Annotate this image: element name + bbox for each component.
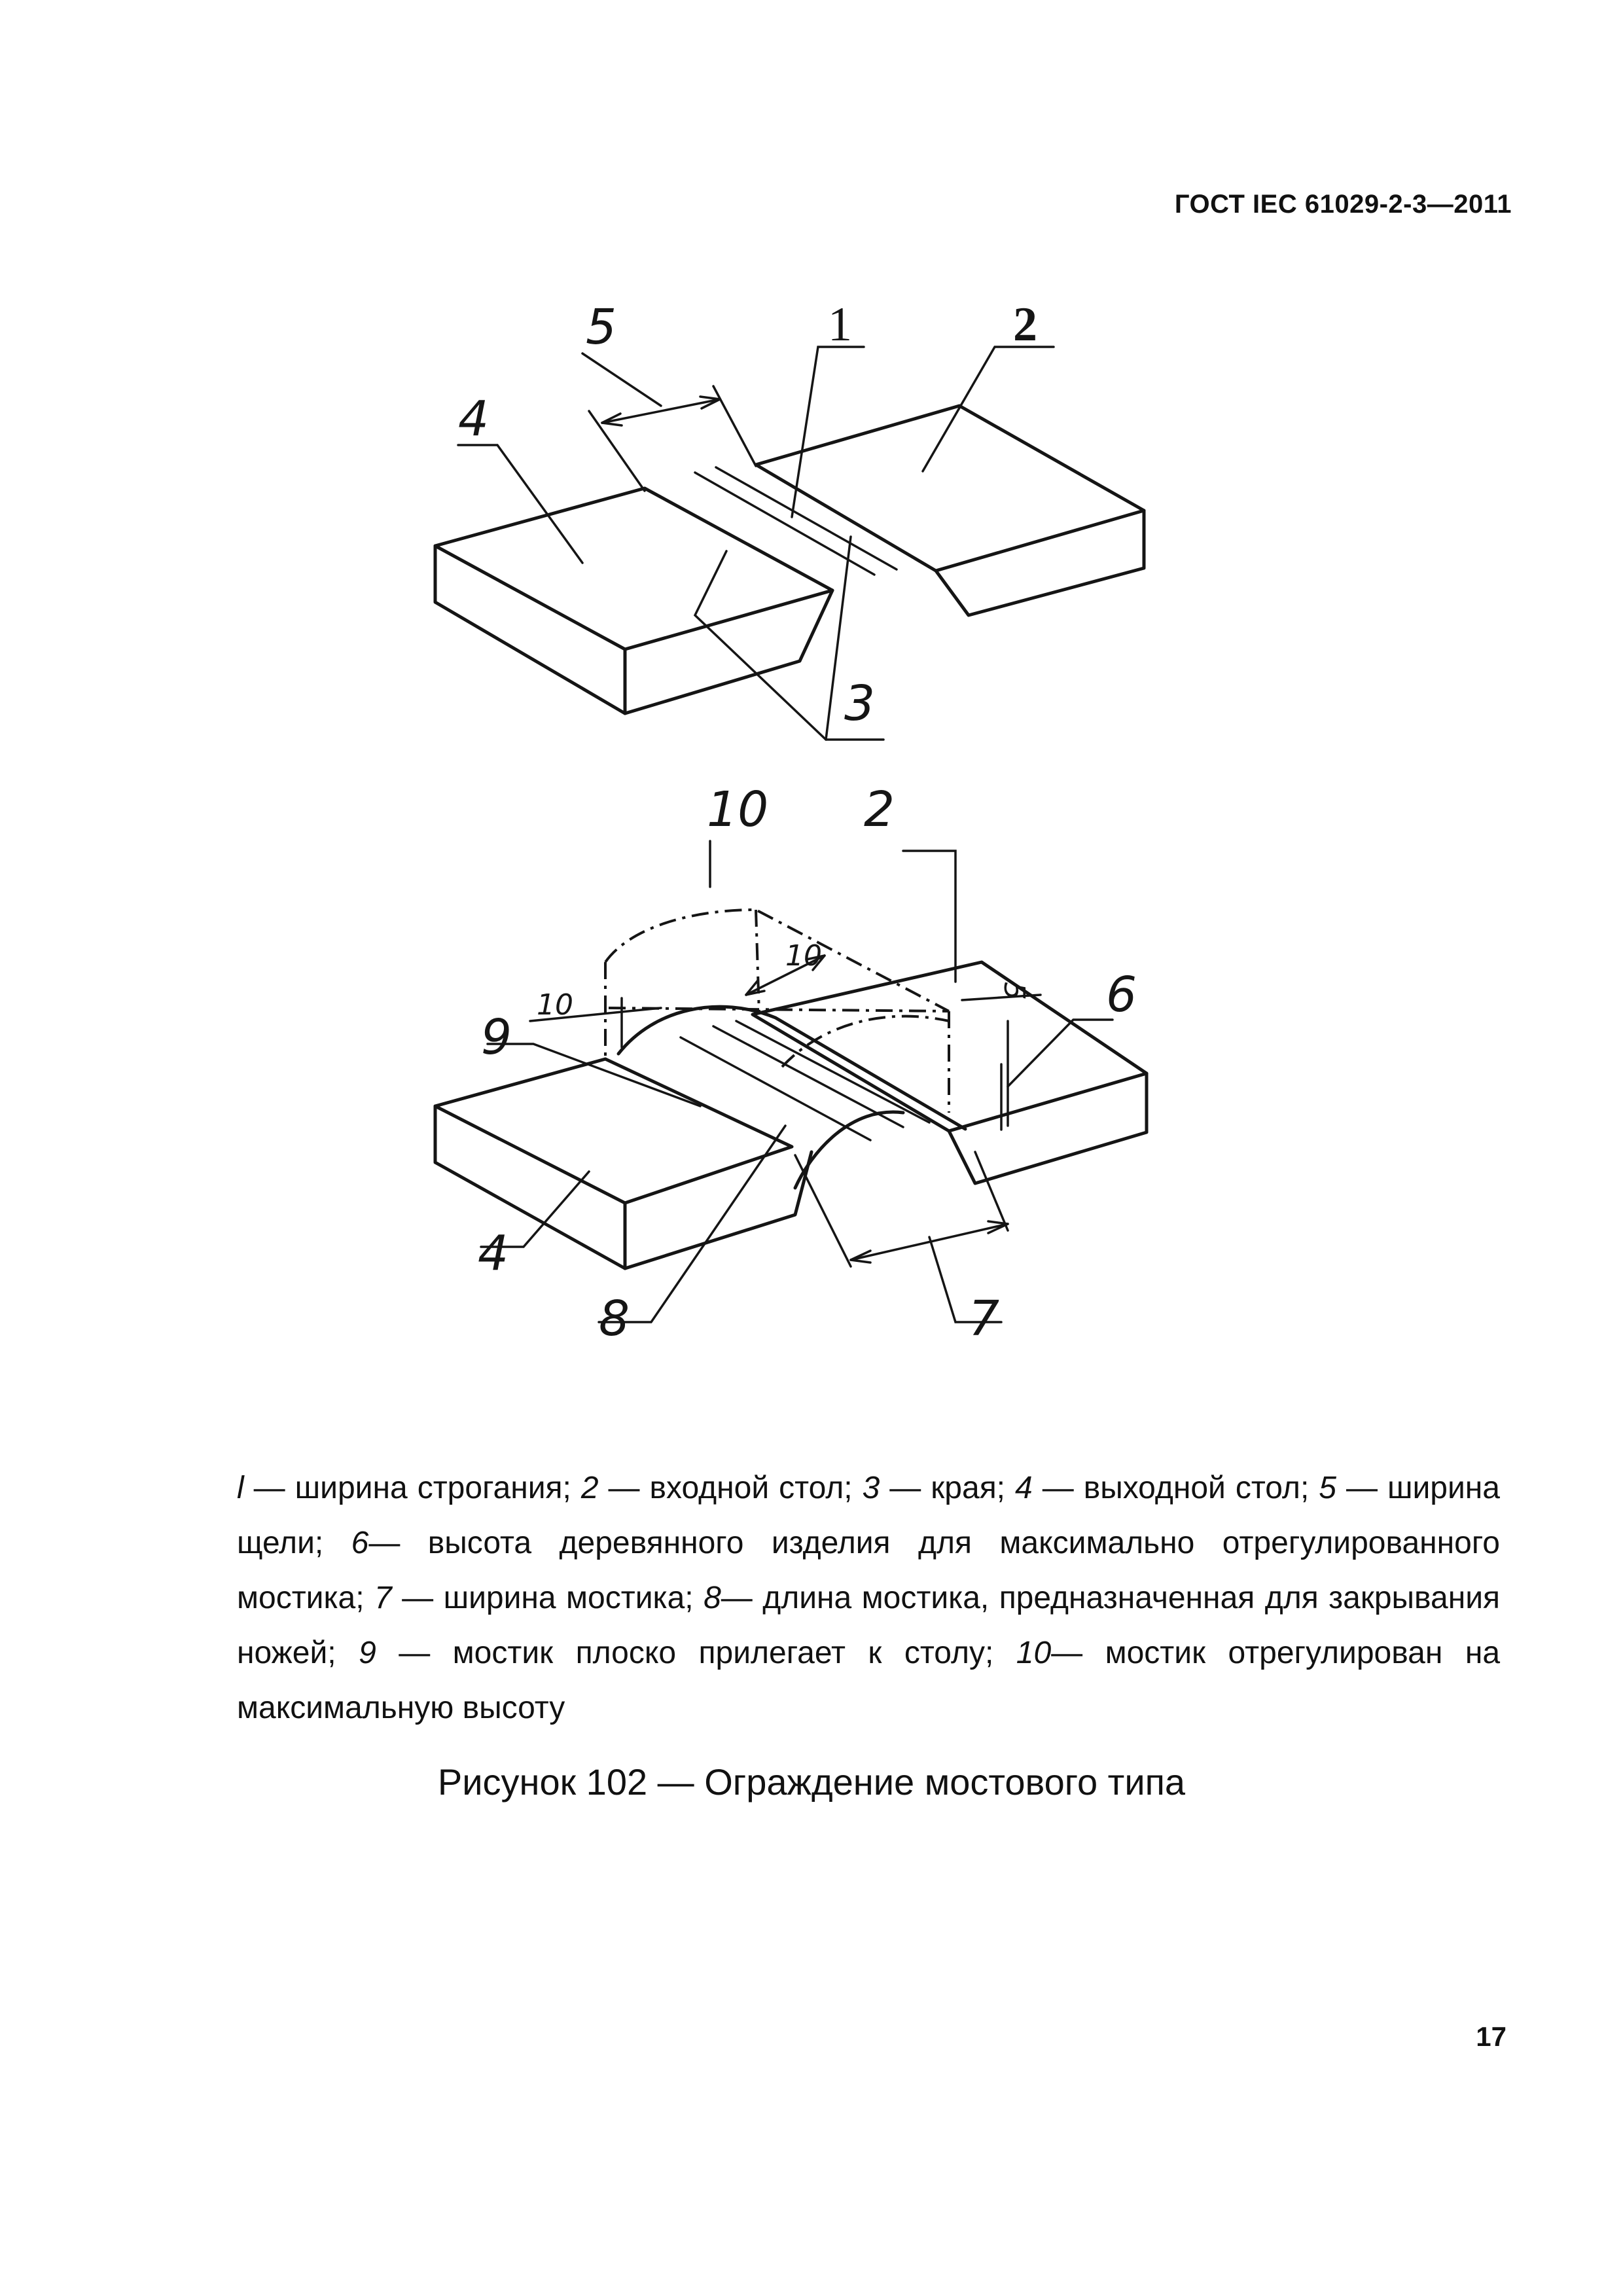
label-10-bottom: 10 bbox=[707, 781, 769, 838]
label-2-top: 2 bbox=[1013, 298, 1037, 351]
bridge-raised-top bbox=[605, 910, 949, 1011]
infeed-table-top bbox=[756, 406, 1144, 571]
leader-5 bbox=[582, 353, 661, 406]
dim5-ext-left bbox=[589, 411, 645, 491]
bridge-line-c bbox=[736, 1021, 929, 1122]
leader-6 bbox=[1008, 1020, 1113, 1086]
label-8-bottom: 8 bbox=[599, 1291, 630, 1347]
leader-4 bbox=[458, 445, 582, 563]
label-dim5-vert: 5 bbox=[997, 982, 1031, 1000]
page-number: 17 bbox=[1476, 2021, 1507, 2052]
label-2-bottom: 2 bbox=[864, 781, 895, 838]
figure-caption: Рисунок 102 — Ограждение мостового типа bbox=[437, 1761, 1186, 1803]
label-4-bottom: 4 bbox=[478, 1225, 509, 1282]
label-1-top: 1 bbox=[828, 298, 852, 351]
legend-text: — ширина строгания; bbox=[243, 1471, 581, 1505]
legend-number: 2 bbox=[580, 1471, 599, 1505]
legend-text: — мостик отрегулирован на максимальную высоту bbox=[237, 1636, 1501, 1725]
label-4-top: 4 bbox=[458, 391, 490, 447]
bridge-raised-mid bbox=[756, 910, 759, 1014]
legend-number: 8 bbox=[704, 1581, 721, 1615]
label-5-top: 5 bbox=[586, 299, 617, 355]
label-3-top: 3 bbox=[844, 675, 876, 732]
legend-text: — ширина щели; bbox=[237, 1471, 1501, 1560]
label-7-bottom: 7 bbox=[969, 1291, 1000, 1347]
leader-9 bbox=[488, 1044, 700, 1106]
dim7-ext-left bbox=[795, 1155, 851, 1266]
legend-text: — входной стол; bbox=[598, 1471, 863, 1505]
figure-legend bbox=[237, 1461, 1500, 1736]
leader-2-bottom bbox=[903, 851, 955, 982]
label-9-bottom: 9 bbox=[481, 1009, 512, 1066]
dim5-line bbox=[602, 399, 720, 423]
bridge-flat-end bbox=[795, 1112, 903, 1188]
legend-text: — края; bbox=[880, 1471, 1016, 1505]
legend-text: — выходной стол; bbox=[1032, 1471, 1319, 1505]
label-dim10-left: 10 bbox=[537, 988, 573, 1022]
dim7-line bbox=[851, 1224, 1008, 1260]
legend-number: 10 bbox=[1016, 1636, 1052, 1670]
legend-text: — мостик плоско прилегает к столу; bbox=[376, 1636, 1016, 1670]
legend-number: 4 bbox=[1015, 1471, 1033, 1505]
document-header: ГОСТ IEC 61029-2-3—2011 bbox=[1174, 190, 1512, 219]
top-drawing bbox=[435, 298, 1144, 740]
outfeed-table-front bbox=[435, 546, 625, 713]
outfeed-table-side-2 bbox=[625, 1152, 812, 1268]
legend-number: l bbox=[237, 1471, 244, 1505]
outfeed-table-top-2 bbox=[435, 1059, 792, 1203]
legend-text: — высота деревянного изделия для максимально отрегулированного мостика; bbox=[237, 1526, 1500, 1615]
legend-number: 3 bbox=[862, 1471, 880, 1505]
dim7-ext-right bbox=[975, 1152, 1008, 1230]
bridge-line-a bbox=[681, 1037, 870, 1140]
outfeed-table-top bbox=[435, 488, 832, 649]
legend-number: 5 bbox=[1319, 1471, 1336, 1505]
legend-number: 9 bbox=[359, 1636, 376, 1670]
bottom-drawing bbox=[435, 781, 1147, 1347]
legend-text: — ширина мостика; bbox=[391, 1581, 704, 1615]
outfeed-table-side bbox=[625, 590, 832, 713]
infeed-table-side-2 bbox=[949, 1073, 1147, 1183]
legend-number: 7 bbox=[374, 1581, 392, 1615]
label-dim10-upper: 10 bbox=[785, 939, 822, 973]
cutter-line-b bbox=[716, 467, 897, 569]
label-6-bottom: 6 bbox=[1106, 967, 1137, 1023]
legend-text: — длина мостика, предназначенная для закрывания ножей; bbox=[237, 1581, 1500, 1670]
legend-number: 6 bbox=[351, 1526, 369, 1560]
